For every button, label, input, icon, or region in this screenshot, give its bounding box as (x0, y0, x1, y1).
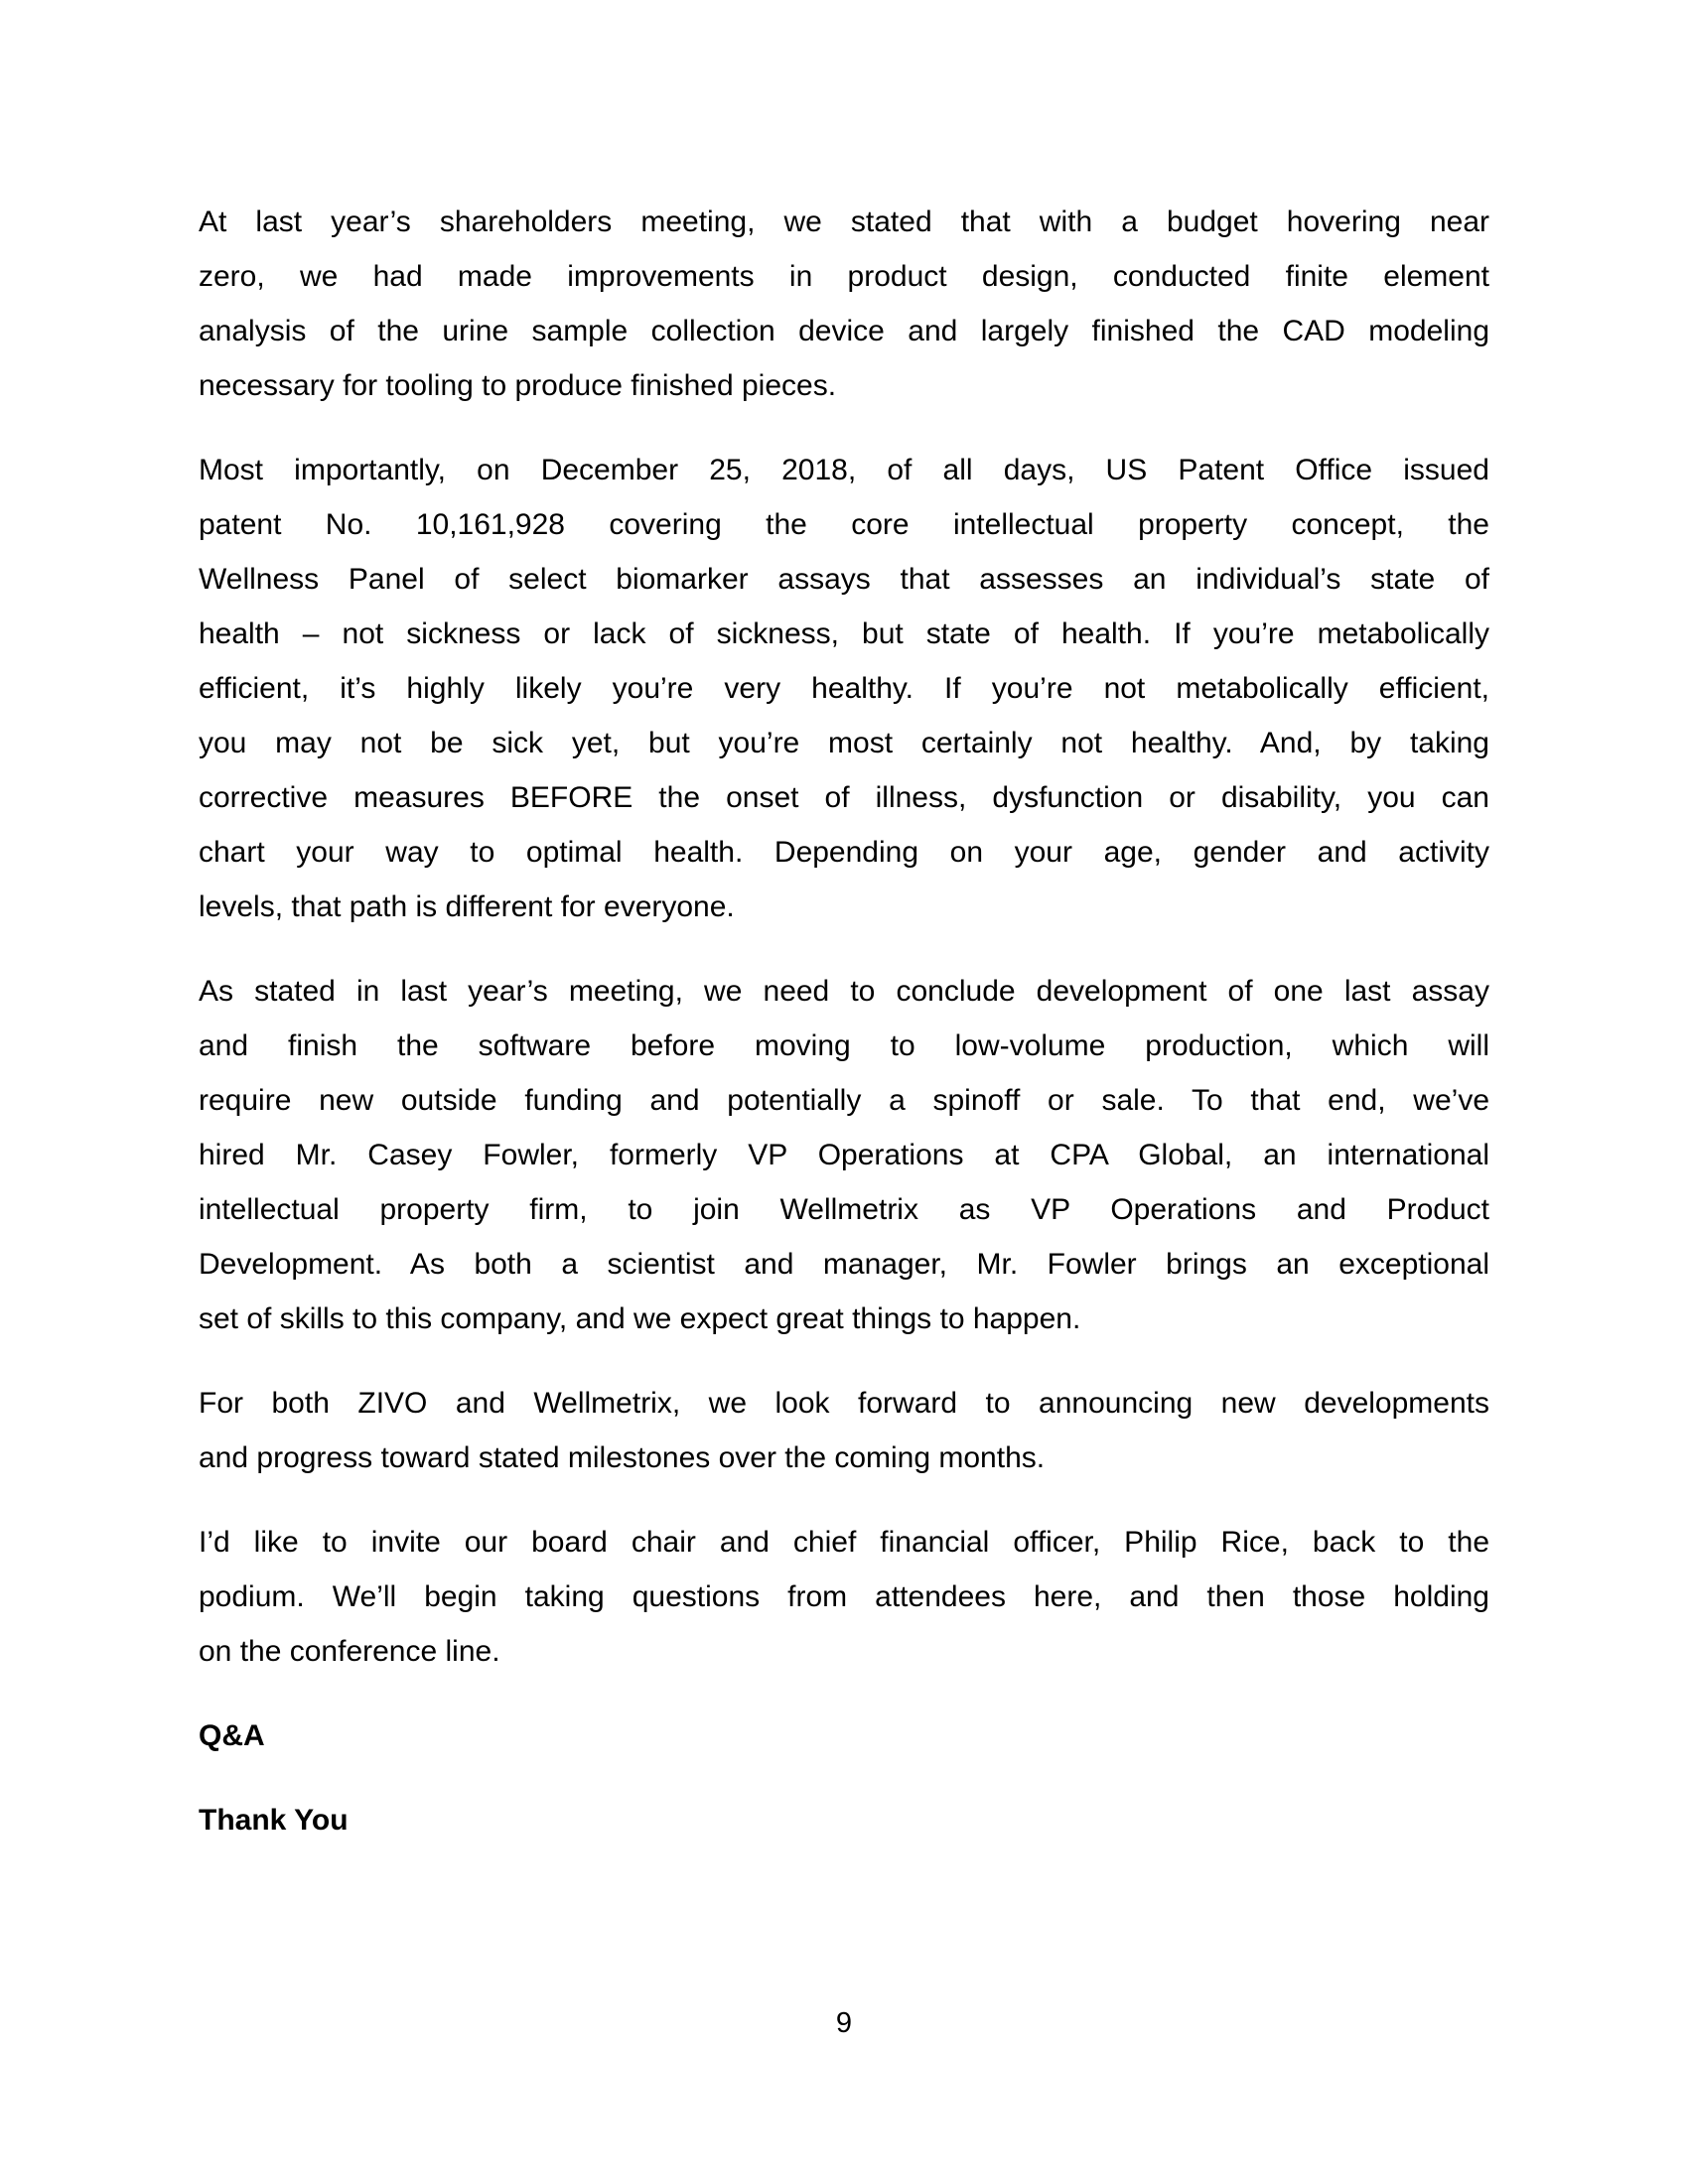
text-line: require new outside funding and potentially a spinoff or sale. To that end, we’ve (199, 1084, 1489, 1117)
text-line: levels, that path is different for everyone. (199, 890, 735, 923)
text-line: you may not be sick yet, but you’re most certainly not healthy. And, by taking (199, 727, 1489, 759)
text-line: efficient, it’s highly likely you’re very healthy. If you’re not metabolically efficient, (199, 672, 1489, 705)
text-line: corrective measures BEFORE the onset of illness, dysfunction or disability, you can (199, 781, 1489, 814)
text-line: zero, we had made improvements in product design, conducted finite element (199, 260, 1489, 293)
text-line: Development. As both a scientist and manager, Mr. Fowler brings an exceptional (199, 1248, 1489, 1281)
paragraph (199, 195, 1489, 413)
paragraph (199, 443, 1489, 934)
text-line: chart your way to optimal health. Depending on your age, gender and activity (199, 836, 1489, 869)
text-line: intellectual property firm, to join Wellmetrix as VP Operations and Product (199, 1193, 1489, 1226)
paragraph (199, 1708, 1489, 1763)
text-line: At last year’s shareholders meeting, we stated that with a budget hovering near (199, 205, 1489, 238)
paragraph (199, 964, 1489, 1346)
text-line: on the conference line. (199, 1635, 500, 1668)
text-line: and progress toward stated milestones over the coming months. (199, 1441, 1046, 1474)
text-line: For both ZIVO and Wellmetrix, we look forward to announcing new developments (199, 1387, 1489, 1420)
document-body (199, 195, 1489, 1877)
text-line: analysis of the urine sample collection device and largely finished the CAD modeling (199, 315, 1489, 347)
text-line: podium. We’ll begin taking questions from attendees here, and then those holding (199, 1580, 1489, 1613)
page-number: 9 (835, 2007, 853, 2039)
paragraph (199, 1376, 1489, 1485)
text-line: Thank You (199, 1804, 349, 1837)
paragraph (199, 1515, 1489, 1679)
text-line: and finish the software before moving to low-volume production, which will (199, 1029, 1489, 1062)
paragraph (199, 1793, 1489, 1847)
text-line: health – not sickness or lack of sickness, but state of health. If you’re metabolically (199, 617, 1489, 650)
text-line: necessary for tooling to produce finished pieces. (199, 369, 837, 402)
text-line: I’d like to invite our board chair and chief financial officer, Philip Rice, back to the (199, 1526, 1489, 1559)
text-line: Wellness Panel of select biomarker assays that assesses an individual’s state of (199, 563, 1489, 596)
text-line: hired Mr. Casey Fowler, formerly VP Operations at CPA Global, an international (199, 1139, 1489, 1171)
text-line: patent No. 10,161,928 covering the core intellectual property concept, the (199, 508, 1489, 541)
text-line: Q&A (199, 1719, 265, 1752)
text-line: As stated in last year’s meeting, we need to conclude development of one last assay (199, 975, 1489, 1008)
text-line: set of skills to this company, and we expect great things to happen. (199, 1302, 1081, 1335)
text-line: Most importantly, on December 25, 2018, of all days, US Patent Office issued (199, 454, 1489, 486)
